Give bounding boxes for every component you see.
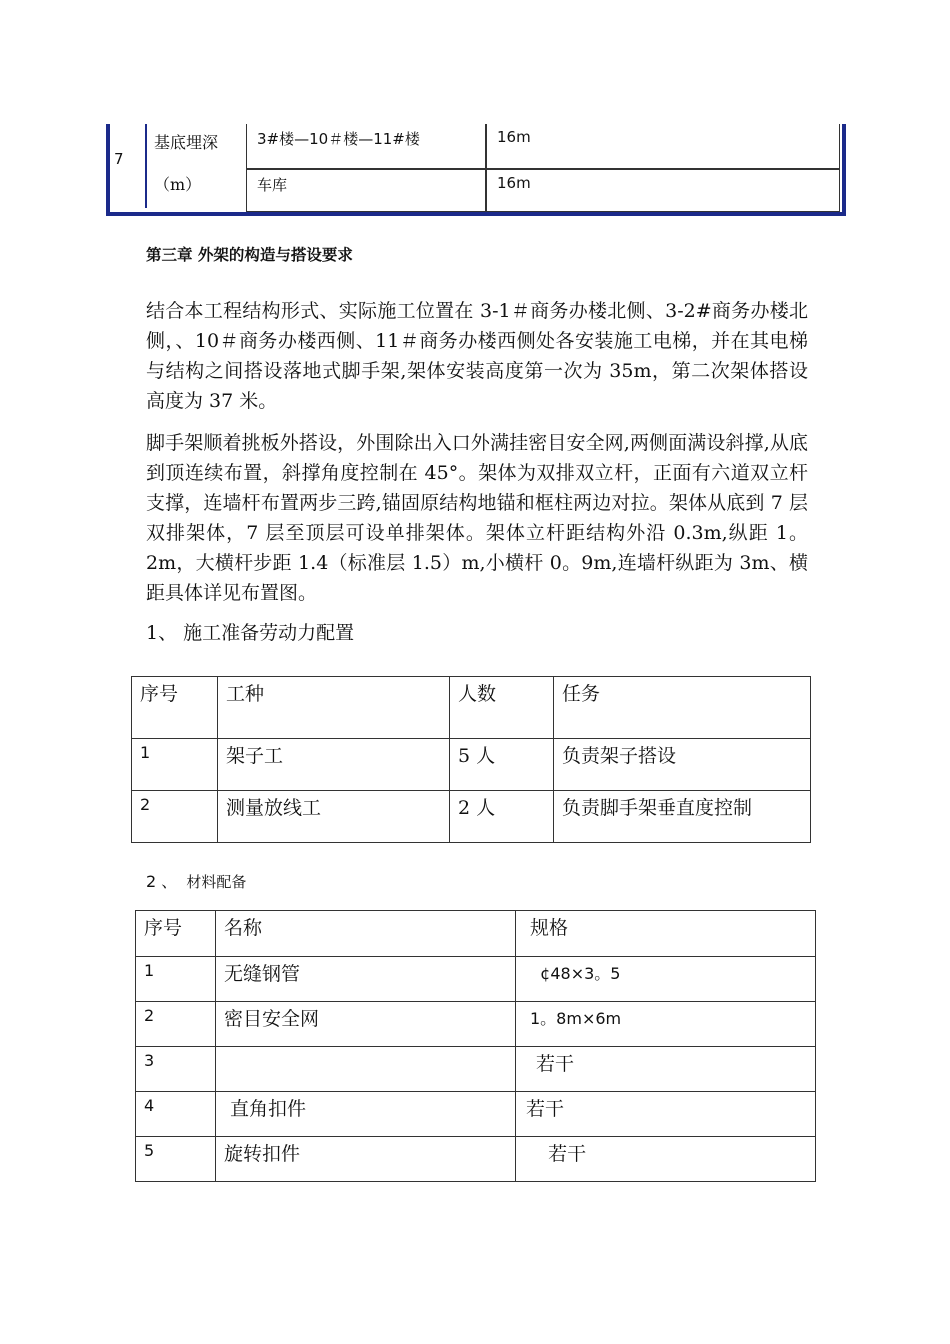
- table-row: [132, 739, 811, 791]
- header-cell: 任务: [554, 677, 811, 739]
- table-row: [132, 791, 811, 843]
- table-row: [136, 1137, 816, 1182]
- table-cell: 测量放线工: [218, 791, 450, 843]
- table-header-row: [136, 911, 816, 957]
- table-cell: [216, 1047, 516, 1092]
- depth-label-unit: （m）: [154, 175, 202, 194]
- table-cell: 若干: [516, 1092, 816, 1137]
- table-cell: 2 人: [450, 791, 554, 843]
- table-cell: 1: [136, 957, 216, 1002]
- paragraph: 脚手架顺着挑板外搭设，外围除出入口外满挂密目安全网,两侧面满设斜撑,从底到顶连续布置，斜撑角度控制在 45°。架体为双排双立杆，正面有六道双立杆支撑，连墙杆布置两步三跨,锚固原结构地锚和框柱两边对拉。架体从底到 7 层双排架体，7 层至顶层可设单排架体。架体立杆距结构外沿 0.3m,纵距 1。2m，大横杆步距 1.4（标准层 1.5）m,小横杆 0。9m,连墙杆纵距为 3m、横距具体详见布置图。: [146, 432, 808, 604]
- table-cell: 3: [136, 1047, 216, 1092]
- soil-depth-table: [106, 124, 846, 216]
- header-cell: 人数: [450, 677, 554, 739]
- header-cell: 名称: [216, 911, 516, 957]
- table-row: [136, 1047, 816, 1092]
- table-row: [136, 1002, 816, 1047]
- section-title-materials: [146, 869, 246, 892]
- body-text: [146, 296, 808, 608]
- table-row: [136, 1092, 816, 1137]
- table-divider: [247, 168, 839, 170]
- location-cell: 3#楼—10＃楼—11#楼: [257, 130, 420, 148]
- table-header-row: [132, 677, 811, 739]
- table-cell: 若干: [516, 1047, 816, 1092]
- chapter-heading: 第三章 外架的构造与搭设要求: [146, 246, 353, 264]
- table-divider: [485, 124, 487, 211]
- table-divider: [145, 124, 147, 208]
- table-cell: 2: [136, 1002, 216, 1047]
- table-cell: 架子工: [218, 739, 450, 791]
- table-cell: 若干: [516, 1137, 816, 1182]
- paragraph: 结合本工程结构形式、实际施工位置在 3-1＃商务办楼北侧、3-2#商务办楼北侧，、10＃商务办楼西侧、11＃商务办楼西侧处各安装施工电梯，并在其电梯与结构之间搭设落地式脚手架,架体安装高度第一次为 35m，第二次架体搭设高度为 37 米。: [146, 300, 808, 412]
- depth-cell: 16m: [497, 174, 531, 192]
- table-cell: 1: [132, 739, 218, 791]
- table-cell: ¢48×3。5: [516, 957, 816, 1002]
- table-cell: 负责脚手架垂直度控制: [554, 791, 811, 843]
- location-cell: 车库: [257, 176, 288, 194]
- depth-label: 基底埋深: [154, 133, 219, 152]
- header-cell: 工种: [218, 677, 450, 739]
- table-cell: 4: [136, 1092, 216, 1137]
- table-row: [136, 957, 816, 1002]
- table-border: [106, 212, 846, 216]
- table-cell: 2: [132, 791, 218, 843]
- section-title-labor: 1、 施工准备劳动力配置: [146, 622, 355, 644]
- table-cell: 负责架子搭设: [554, 739, 811, 791]
- table-border: [842, 124, 846, 216]
- depth-cell: 16m: [497, 128, 531, 146]
- header-cell: 规格: [516, 911, 816, 957]
- header-cell: 序号: [136, 911, 216, 957]
- table-cell: 旋转扣件: [216, 1137, 516, 1182]
- table-border: [106, 124, 110, 216]
- section-number: 2 、: [146, 872, 178, 891]
- table-cell: 密目安全网: [216, 1002, 516, 1047]
- table-cell: 5 人: [450, 739, 554, 791]
- table-cell: 无缝钢管: [216, 957, 516, 1002]
- header-cell: 序号: [132, 677, 218, 739]
- row-number: 7: [114, 150, 124, 168]
- depth-inner-grid: [246, 124, 840, 212]
- labor-table: [131, 676, 811, 843]
- materials-table: [135, 910, 816, 1182]
- table-cell: 1。8m×6m: [516, 1002, 816, 1047]
- section-label: 材料配备: [186, 873, 247, 891]
- table-cell: 5: [136, 1137, 216, 1182]
- table-cell: 直角扣件: [216, 1092, 516, 1137]
